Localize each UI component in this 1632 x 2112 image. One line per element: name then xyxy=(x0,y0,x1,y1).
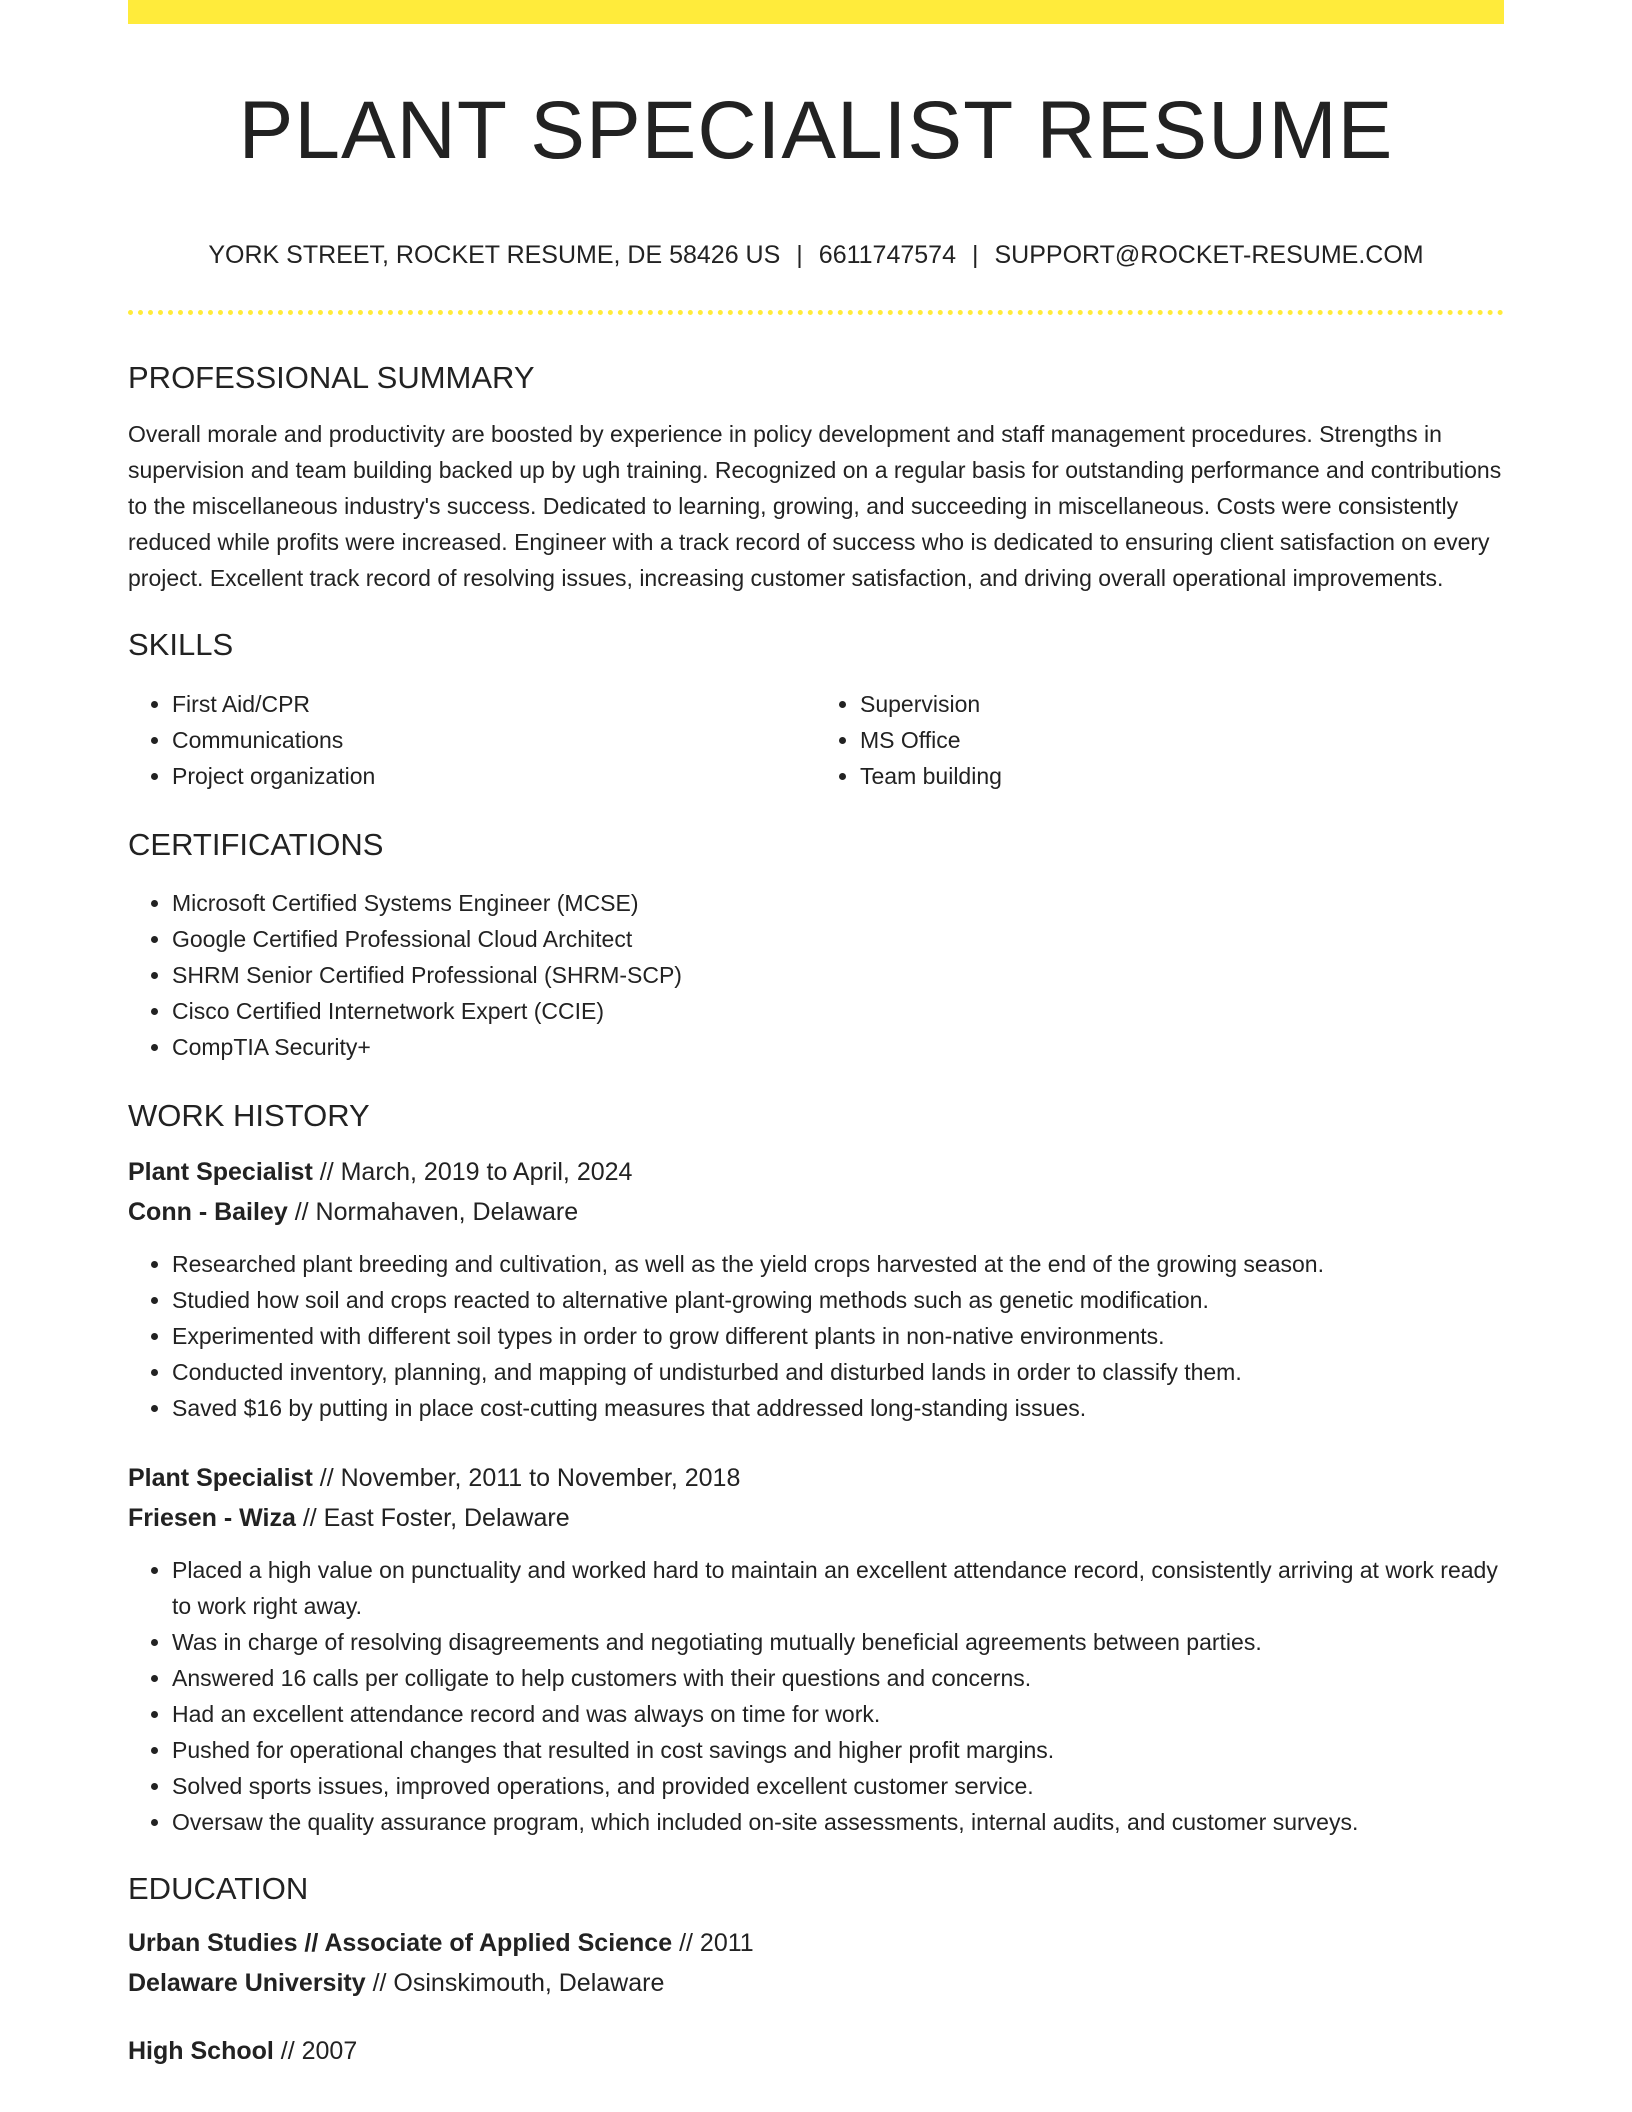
skill-item: • Project organization xyxy=(172,758,816,794)
certification-item: • Microsoft Certified Systems Engineer (MCSE) xyxy=(172,885,1504,921)
certification-item: • Cisco Certified Internetwork Expert (CCIE) xyxy=(172,993,1504,1029)
education-year: // 2011 xyxy=(679,1929,754,1958)
job-bullet: • Had an excellent attendance record and was always on time for work. xyxy=(172,1696,1504,1732)
education-heading: EDUCATION xyxy=(128,1870,309,1906)
job-bullet: • Pushed for operational changes that resulted in cost savings and higher profit margins. xyxy=(172,1732,1504,1768)
job-location: // Normahaven, Delaware xyxy=(294,1197,579,1226)
job-bullet: • Solved sports issues, improved operations, and provided excellent customer service. xyxy=(172,1768,1504,1804)
work-history-heading: WORK HISTORY xyxy=(128,1097,370,1133)
contact-line xyxy=(128,240,1504,270)
job-bullet: • Researched plant breeding and cultivation, as well as the yield crops harvested at the end of the growing season. xyxy=(172,1246,1504,1282)
education-degree-line xyxy=(128,2031,1504,2071)
job-bullet: • Experimented with different soil types in order to grow different plants in non-native environments. xyxy=(172,1318,1504,1354)
certifications-list xyxy=(128,885,1504,1065)
job-role: Plant Specialist xyxy=(128,1463,313,1492)
contact-separator: | xyxy=(796,241,803,270)
dotted-divider xyxy=(128,310,1504,315)
job-bullet: • Answered 16 calls per colligate to help customers with their questions and concerns. xyxy=(172,1660,1504,1696)
education-degree-line xyxy=(128,1923,1504,1963)
contact-phone: 6611747574 xyxy=(818,241,956,270)
job-title-line xyxy=(128,1458,1504,1498)
job-company-line xyxy=(128,1192,1504,1232)
job-bullet: • Studied how soil and crops reacted to alternative plant-growing methods such as genetic modification. xyxy=(172,1282,1504,1318)
job-bullet-list xyxy=(128,1552,1504,1840)
top-accent-bar xyxy=(128,0,1504,24)
job-company: Conn - Bailey xyxy=(128,1197,288,1226)
certifications-heading: CERTIFICATIONS xyxy=(128,826,384,862)
job-bullet: • Conducted inventory, planning, and mapping of undisturbed and disturbed lands in order to classify them. xyxy=(172,1354,1504,1390)
skill-item: • Supervision xyxy=(860,686,1504,722)
education-school-line xyxy=(128,1963,1504,2003)
job-company: Friesen - Wiza xyxy=(128,1503,296,1532)
education-school: Delaware University xyxy=(128,1969,366,1998)
job-role: Plant Specialist xyxy=(128,1157,313,1186)
resume-page xyxy=(128,0,1504,2071)
job-title-line xyxy=(128,1152,1504,1192)
skills-list-left xyxy=(128,686,816,794)
education-year: // 2007 xyxy=(280,2037,358,2066)
job-dates: // March, 2019 to April, 2024 xyxy=(319,1157,633,1186)
skill-item: • Team building xyxy=(860,758,1504,794)
skills-heading: SKILLS xyxy=(128,627,234,663)
skills-list-right xyxy=(816,686,1504,794)
certification-item: • SHRM Senior Certified Professional (SHRM-SCP) xyxy=(172,957,1504,993)
summary-heading: PROFESSIONAL SUMMARY xyxy=(128,360,535,396)
skill-item: • First Aid/CPR xyxy=(172,686,816,722)
job-bullet: • Was in charge of resolving disagreements and negotiating mutually beneficial agreements between parties. xyxy=(172,1624,1504,1660)
resume-title: PLANT SPECIALIST RESUME xyxy=(238,85,1394,176)
certification-item: • CompTIA Security+ xyxy=(172,1029,1504,1065)
contact-email: SUPPORT@ROCKET-RESUME.COM xyxy=(994,241,1424,270)
job-bullet: • Oversaw the quality assurance program, which included on-site assessments, internal audits, and customer surveys. xyxy=(172,1804,1504,1840)
job-bullet-list xyxy=(128,1246,1504,1426)
education-degree: Urban Studies // Associate of Applied Science xyxy=(128,1929,673,1958)
education-location: // Osinskimouth, Delaware xyxy=(372,1969,665,1998)
skills-grid xyxy=(128,686,1504,794)
certification-item: • Google Certified Professional Cloud Architect xyxy=(172,921,1504,957)
job-location: // East Foster, Delaware xyxy=(302,1503,570,1532)
job-company-line xyxy=(128,1498,1504,1538)
contact-separator: | xyxy=(971,241,979,270)
skill-item: • Communications xyxy=(172,722,816,758)
job-bullet: • Placed a high value on punctuality and worked hard to maintain an excellent attendance record, consistently arriving at work ready to work right away. xyxy=(172,1552,1504,1624)
contact-address: YORK STREET, ROCKET RESUME, DE 58426 US xyxy=(208,241,781,270)
job-dates: // November, 2011 to November, 2018 xyxy=(319,1463,741,1492)
summary-text: Overall morale and productivity are boosted by experience in policy development and staff management procedures. Strengths in supervision and team building backed up by ugh training. Recognized on a regular basis for outstanding performance and contributions to the miscellaneous industry's success. Dedicated to learning, growing, and succeeding in miscellaneous. Costs were consistently reduced while profits were increased. Engineer with a track record of success who is dedicated to ensuring client satisfaction on every project. Excellent track record of resolving issues, increasing customer satisfaction, and driving overall operational improvements. xyxy=(128,421,1502,592)
job-bullet: • Saved $16 by putting in place cost-cutting measures that addressed long-standing issues. xyxy=(172,1390,1504,1426)
skill-item: • MS Office xyxy=(860,722,1504,758)
education-degree: High School xyxy=(128,2037,274,2066)
